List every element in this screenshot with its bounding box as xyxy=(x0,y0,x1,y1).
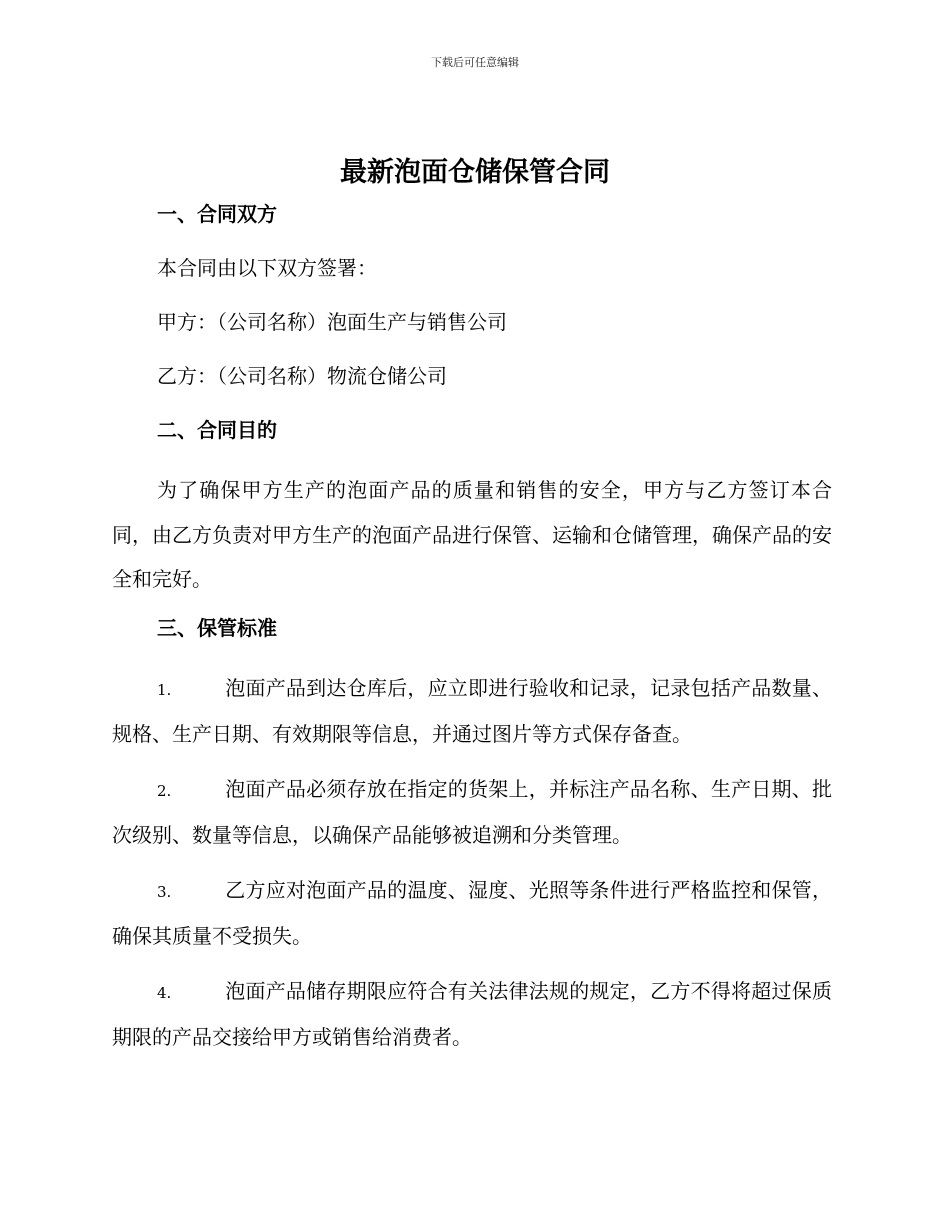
item-number: 2. xyxy=(157,781,172,800)
party-b: 乙方：（公司名称）物流仓储公司 xyxy=(157,364,447,388)
document-title: 最新泡面仓储保管合同 xyxy=(340,157,610,188)
purpose-paragraph: 为了确保甲方生产的泡面产品的质量和销售的安全，甲方与乙方签订本合同，由乙方负责对甲方生产的泡面产品进行保管、运输和仓储管理，确保产品的安全和完好。 xyxy=(112,478,832,591)
item-number: 1. xyxy=(157,680,172,699)
standard-item xyxy=(112,767,832,858)
item-text: 泡面产品到达仓库后，应立即进行验收和记录，记录包括产品数量、规格、生产日期、有效期限等信息，并通过图片等方式保存备查。 xyxy=(112,675,832,746)
standard-item xyxy=(112,868,832,959)
item-text: 泡面产品储存期限应符合有关法律法规的规定，乙方不得将超过保质期限的产品交接给甲方或销售给消费者。 xyxy=(112,978,832,1049)
page-header-note: 下载后可任意编辑 xyxy=(431,56,519,69)
section-heading-standards: 三、保管标准 xyxy=(157,615,277,640)
party-a: 甲方：（公司名称）泡面生产与销售公司 xyxy=(157,310,507,334)
parties-intro: 本合同由以下双方签署： xyxy=(157,256,377,280)
document-body xyxy=(112,198,832,1070)
item-text: 泡面产品必须存放在指定的货架上，并标注产品名称、生产日期、批次级别、数量等信息，以确保产品能够被追溯和分类管理。 xyxy=(112,776,832,847)
standard-item xyxy=(112,969,832,1060)
item-number: 4. xyxy=(157,983,172,1002)
item-number: 3. xyxy=(157,882,172,901)
section-heading-purpose: 二、合同目的 xyxy=(157,418,277,442)
item-text: 乙方应对泡面产品的温度、湿度、光照等条件进行严格监控和保管，确保其质量不受损失。 xyxy=(112,877,832,948)
section-heading-parties: 一、合同双方 xyxy=(157,202,277,226)
standard-item xyxy=(112,666,832,757)
